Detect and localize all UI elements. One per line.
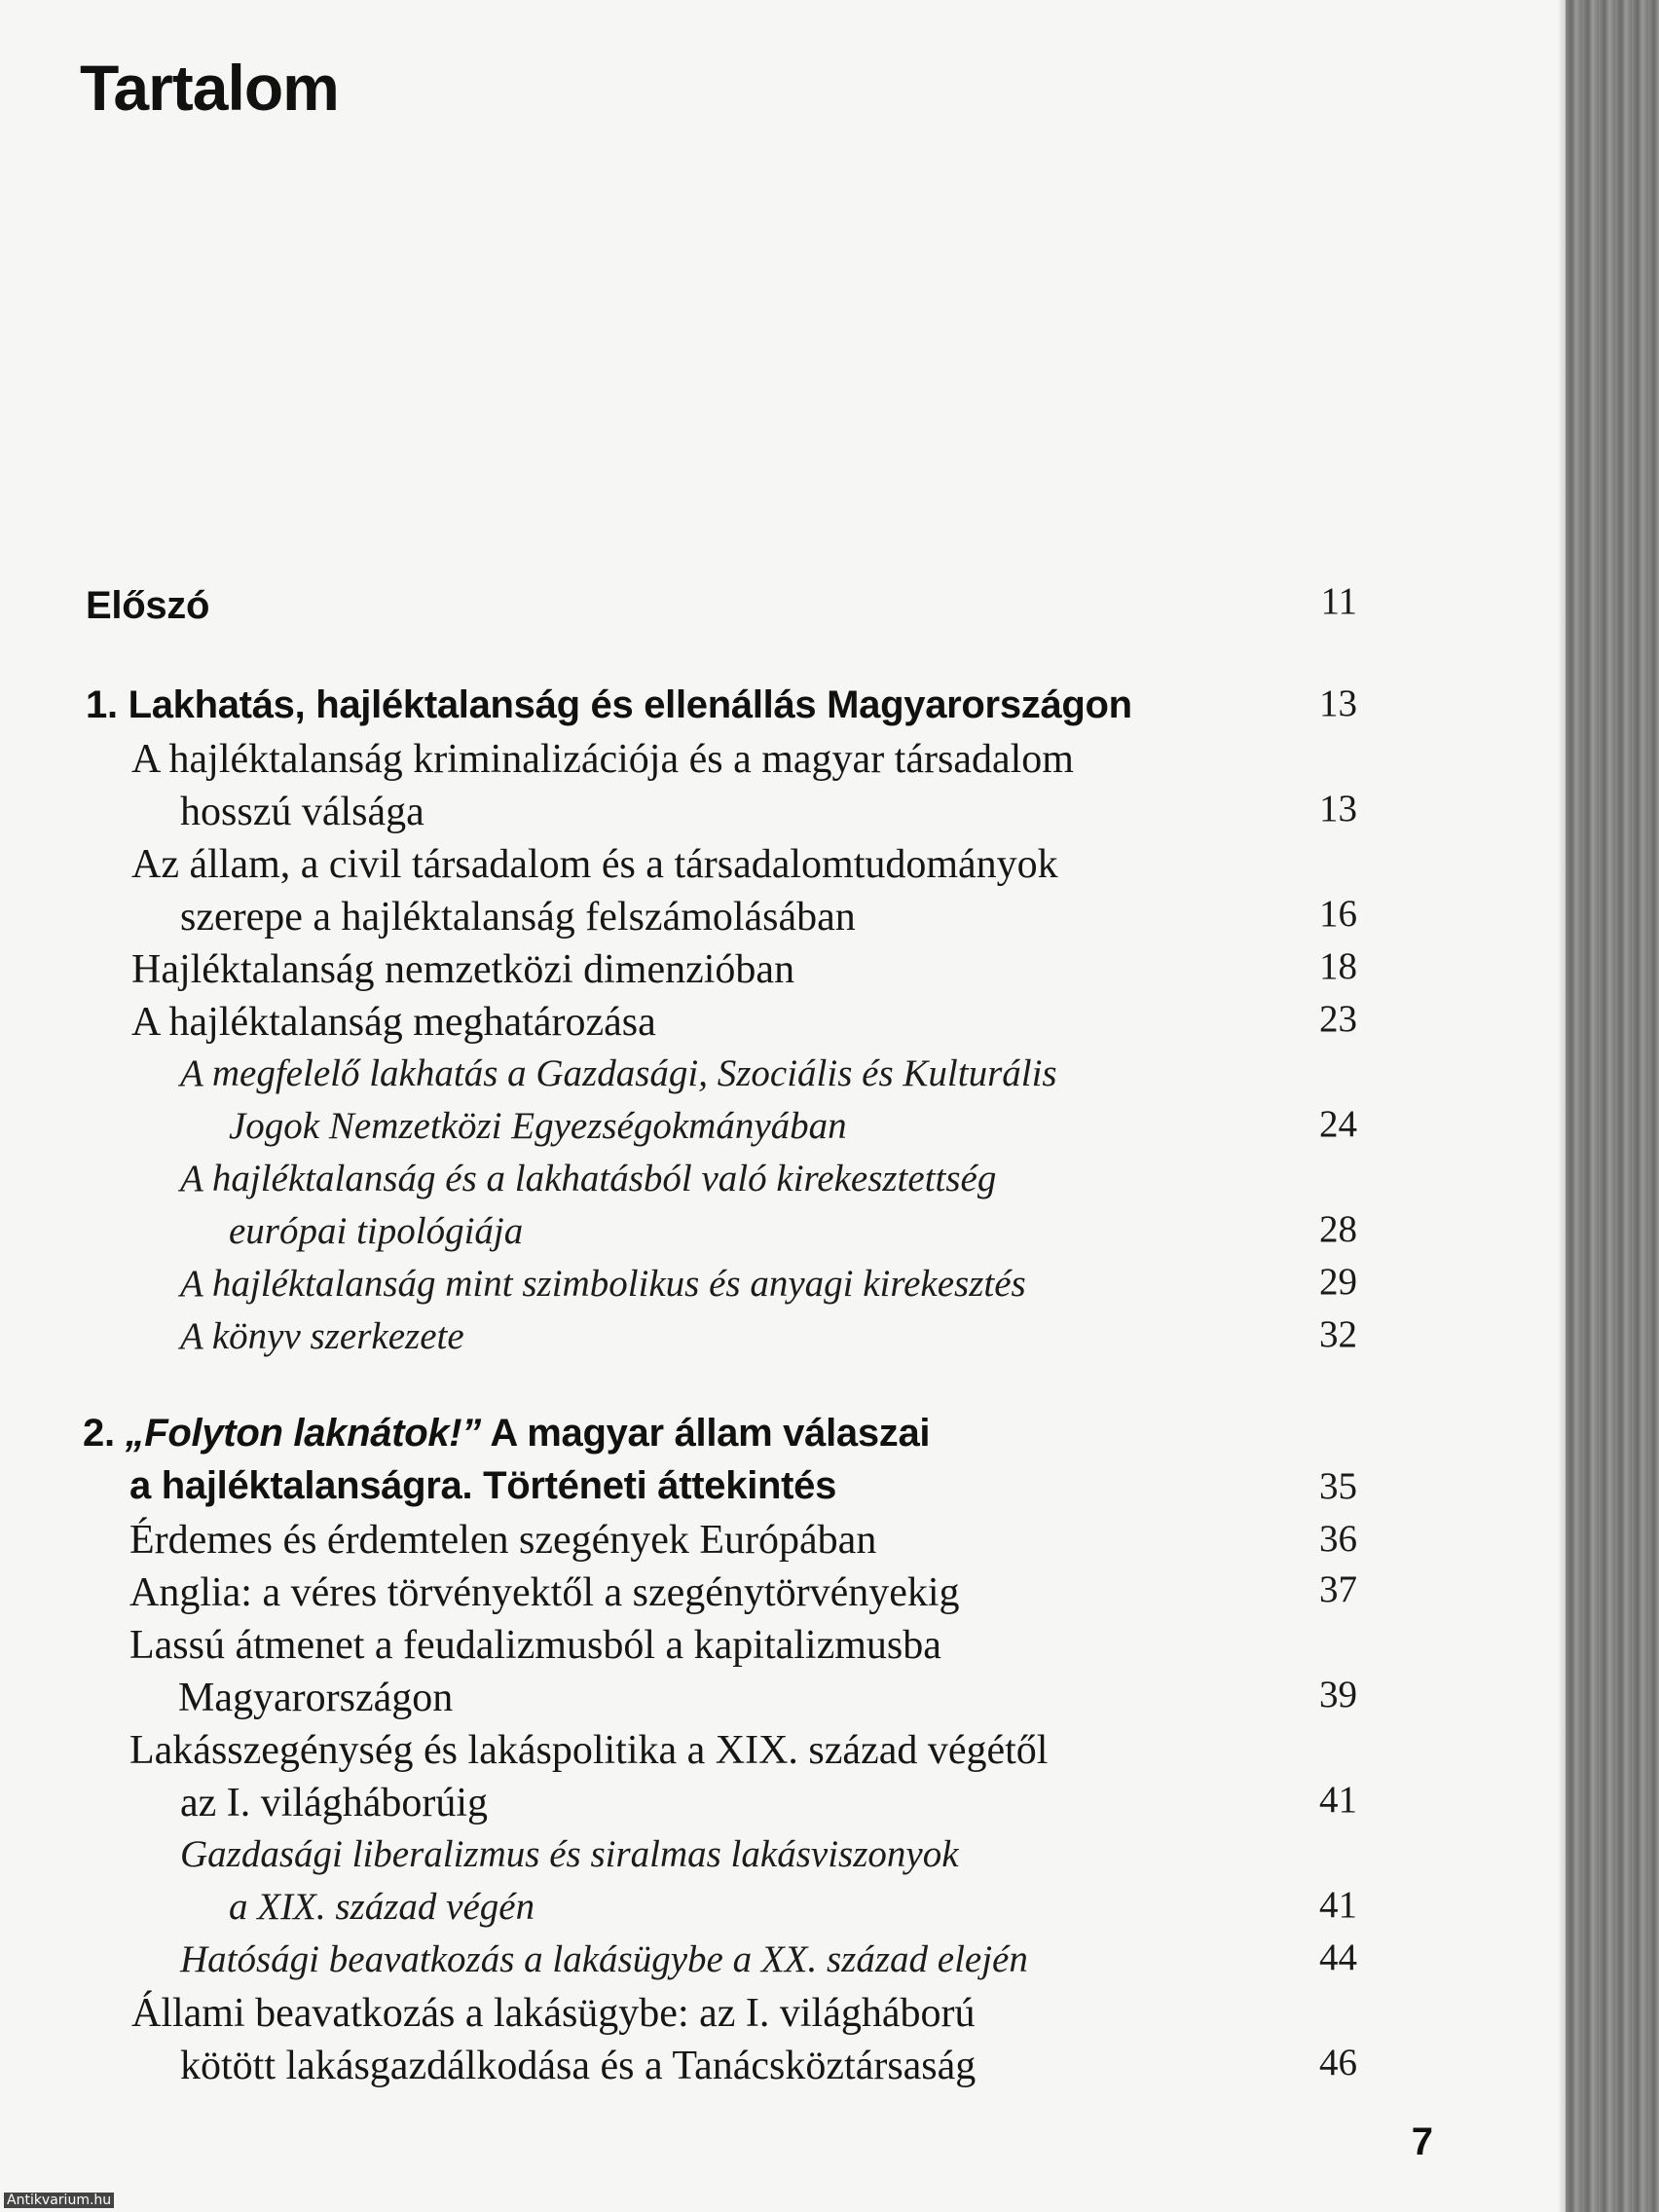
- toc-subsection-line: Hatósági beavatkozás a lakásügybe a XX. század elején: [180, 1938, 1028, 1980]
- book-spine: [1566, 0, 1659, 2212]
- toc-section-line: Lakásszegénység és lakáspolitika a XIX. század végétől: [129, 1728, 1049, 1773]
- toc-page-number: 37: [1319, 1568, 1357, 1610]
- toc-subsection-line: A könyv szerkezete: [180, 1315, 464, 1357]
- toc-page-number: 16: [1319, 893, 1357, 935]
- toc-page-number: 39: [1319, 1674, 1357, 1715]
- toc-section-line: Érdemes és érdemtelen szegények Európában: [129, 1518, 877, 1563]
- toc-section-line: Állami beavatkozás a lakásügybe: az I. világháború: [131, 1991, 976, 2036]
- toc-subsection-line: A megfelelő lakhatás a Gazdasági, Szociális és Kulturális: [180, 1052, 1057, 1094]
- chapter-title-text: A magyar állam válaszai: [481, 1412, 931, 1455]
- toc-section-line: szerepe a hajléktalanság felszámolásában: [180, 895, 856, 940]
- chapter-number: 2.: [83, 1412, 126, 1455]
- toc-section-line: Lassú átmenet a feudalizmusból a kapitalizmusba: [129, 1623, 941, 1668]
- toc-chapter-2-title: [83, 1412, 930, 1456]
- toc-page-number: 24: [1319, 1103, 1357, 1145]
- toc-page-number: 18: [1319, 945, 1357, 987]
- toc-subsection-line: Jogok Nemzetközi Egyezségokmányában: [229, 1105, 847, 1147]
- toc-page-number: 41: [1319, 1884, 1357, 1926]
- toc-page-number: 36: [1319, 1518, 1357, 1560]
- watermark: Antikvarium.hu: [4, 2193, 114, 2208]
- toc-page-number: 46: [1319, 2042, 1357, 2083]
- toc-subsection-line: A hajléktalanság mint szimbolikus és anyagi kirekesztés: [180, 1263, 1026, 1305]
- toc-chapter-2-title-cont: a hajléktalanságra. Történeti áttekintés: [129, 1464, 837, 1507]
- toc-entry-foreword: Előszó: [86, 584, 210, 627]
- toc-section-line: A hajléktalanság meghatározása: [131, 1000, 656, 1045]
- toc-section-line: kötött lakásgazdálkodása és a Tanácsköztársaság: [180, 2044, 977, 2088]
- toc-section-line: hosszú válsága: [180, 790, 424, 834]
- toc-subsection-line: európai tipológiája: [229, 1210, 524, 1252]
- toc-page-number: 13: [1319, 788, 1357, 830]
- toc-page-number: 11: [1320, 580, 1357, 622]
- toc-page-number: 29: [1319, 1261, 1357, 1303]
- toc-subsection-line: a XIX. század végén: [229, 1886, 535, 1928]
- toc-page-number: 13: [1319, 682, 1357, 724]
- chapter-quote: „Folyton laknátok!”: [125, 1412, 482, 1455]
- toc-subsection-line: Gazdasági liberalizmus és siralmas lakásviszonyok: [180, 1833, 959, 1875]
- toc-page-number: 44: [1319, 1936, 1357, 1978]
- toc-section-line: Az állam, a civil társadalom és a társadalomtudományok: [131, 842, 1058, 887]
- toc-section-line: az I. világháborúig: [180, 1781, 489, 1825]
- toc-page-number: 23: [1319, 998, 1357, 1040]
- toc-subsection-line: A hajléktalanság és a lakhatásból való kirekesztettség: [180, 1158, 997, 1199]
- toc-chapter-1-title: [86, 683, 1132, 727]
- toc-page-number: 35: [1319, 1465, 1357, 1507]
- toc-page-number: 32: [1319, 1313, 1357, 1355]
- toc-section-line: Magyarországon: [178, 1676, 454, 1720]
- page-title: Tartalom: [80, 52, 339, 124]
- toc-page-number: 28: [1319, 1208, 1357, 1250]
- chapter-title-text: Lakhatás, hajléktalanság és ellenállás Magyarországon: [128, 683, 1132, 726]
- page-number: 7: [1411, 2120, 1433, 2163]
- toc-section-line: Anglia: a véres törvényektől a szegénytörvényekig: [129, 1570, 960, 1615]
- toc-page-number: 41: [1319, 1779, 1357, 1821]
- toc-section-line: A hajléktalanság kriminalizációja és a magyar társadalom: [131, 737, 1074, 782]
- toc-section-line: Hajléktalanság nemzetközi dimenzióban: [131, 947, 795, 992]
- chapter-number: 1.: [86, 683, 129, 726]
